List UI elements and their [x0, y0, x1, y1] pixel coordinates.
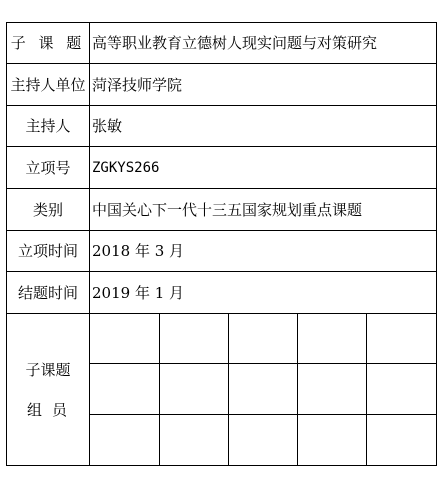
host-value: 张敏 — [90, 106, 437, 147]
member-cell — [228, 364, 297, 415]
members-grid — [90, 314, 436, 465]
approval-date-label: 立项时间 — [7, 231, 90, 272]
member-cell — [228, 314, 297, 364]
project-info-table — [6, 22, 437, 466]
table-row-members — [7, 314, 437, 466]
member-cell — [298, 364, 367, 415]
members-grid-row — [90, 364, 436, 415]
members-grid-row — [90, 314, 436, 364]
members-grid-cell — [90, 314, 437, 466]
approval-date-value: 2018 年 3 月 — [90, 231, 437, 272]
members-label — [7, 314, 90, 466]
table-row-host — [7, 106, 437, 147]
member-cell — [367, 364, 436, 415]
members-label-line1: 子课题 — [25, 360, 71, 379]
table-row-subtopic — [7, 23, 437, 64]
table-row-approval-date — [7, 231, 437, 272]
project-number-label: 立项号 — [7, 147, 90, 189]
completion-date-label: 结题时间 — [7, 272, 90, 314]
host-unit-label: 主持人单位 — [7, 64, 90, 106]
table-row-completion-date — [7, 272, 437, 314]
host-label: 主持人 — [7, 106, 90, 147]
host-unit-value: 菏泽技师学院 — [90, 64, 437, 106]
table-row-project-number — [7, 147, 437, 189]
member-cell — [367, 415, 436, 466]
subtopic-value: 高等职业教育立德树人现实问题与对策研究 — [90, 23, 437, 64]
member-cell — [90, 314, 159, 364]
member-cell — [90, 415, 159, 466]
member-cell — [159, 415, 228, 466]
member-cell — [228, 415, 297, 466]
completion-date-value: 2019 年 1 月 — [90, 272, 437, 314]
member-cell — [90, 364, 159, 415]
project-number-value: ZGKYS266 — [90, 147, 437, 189]
member-cell — [298, 415, 367, 466]
members-label-line2: 组员 — [26, 400, 77, 419]
table-row-host-unit — [7, 64, 437, 106]
member-cell — [159, 364, 228, 415]
members-grid-row — [90, 415, 436, 466]
table-row-category — [7, 189, 437, 231]
subtopic-label: 子 课 题 — [7, 23, 90, 64]
member-cell — [298, 314, 367, 364]
category-value: 中国关心下一代十三五国家规划重点课题 — [90, 189, 437, 231]
category-label: 类别 — [7, 189, 90, 231]
member-cell — [367, 314, 436, 364]
member-cell — [159, 314, 228, 364]
